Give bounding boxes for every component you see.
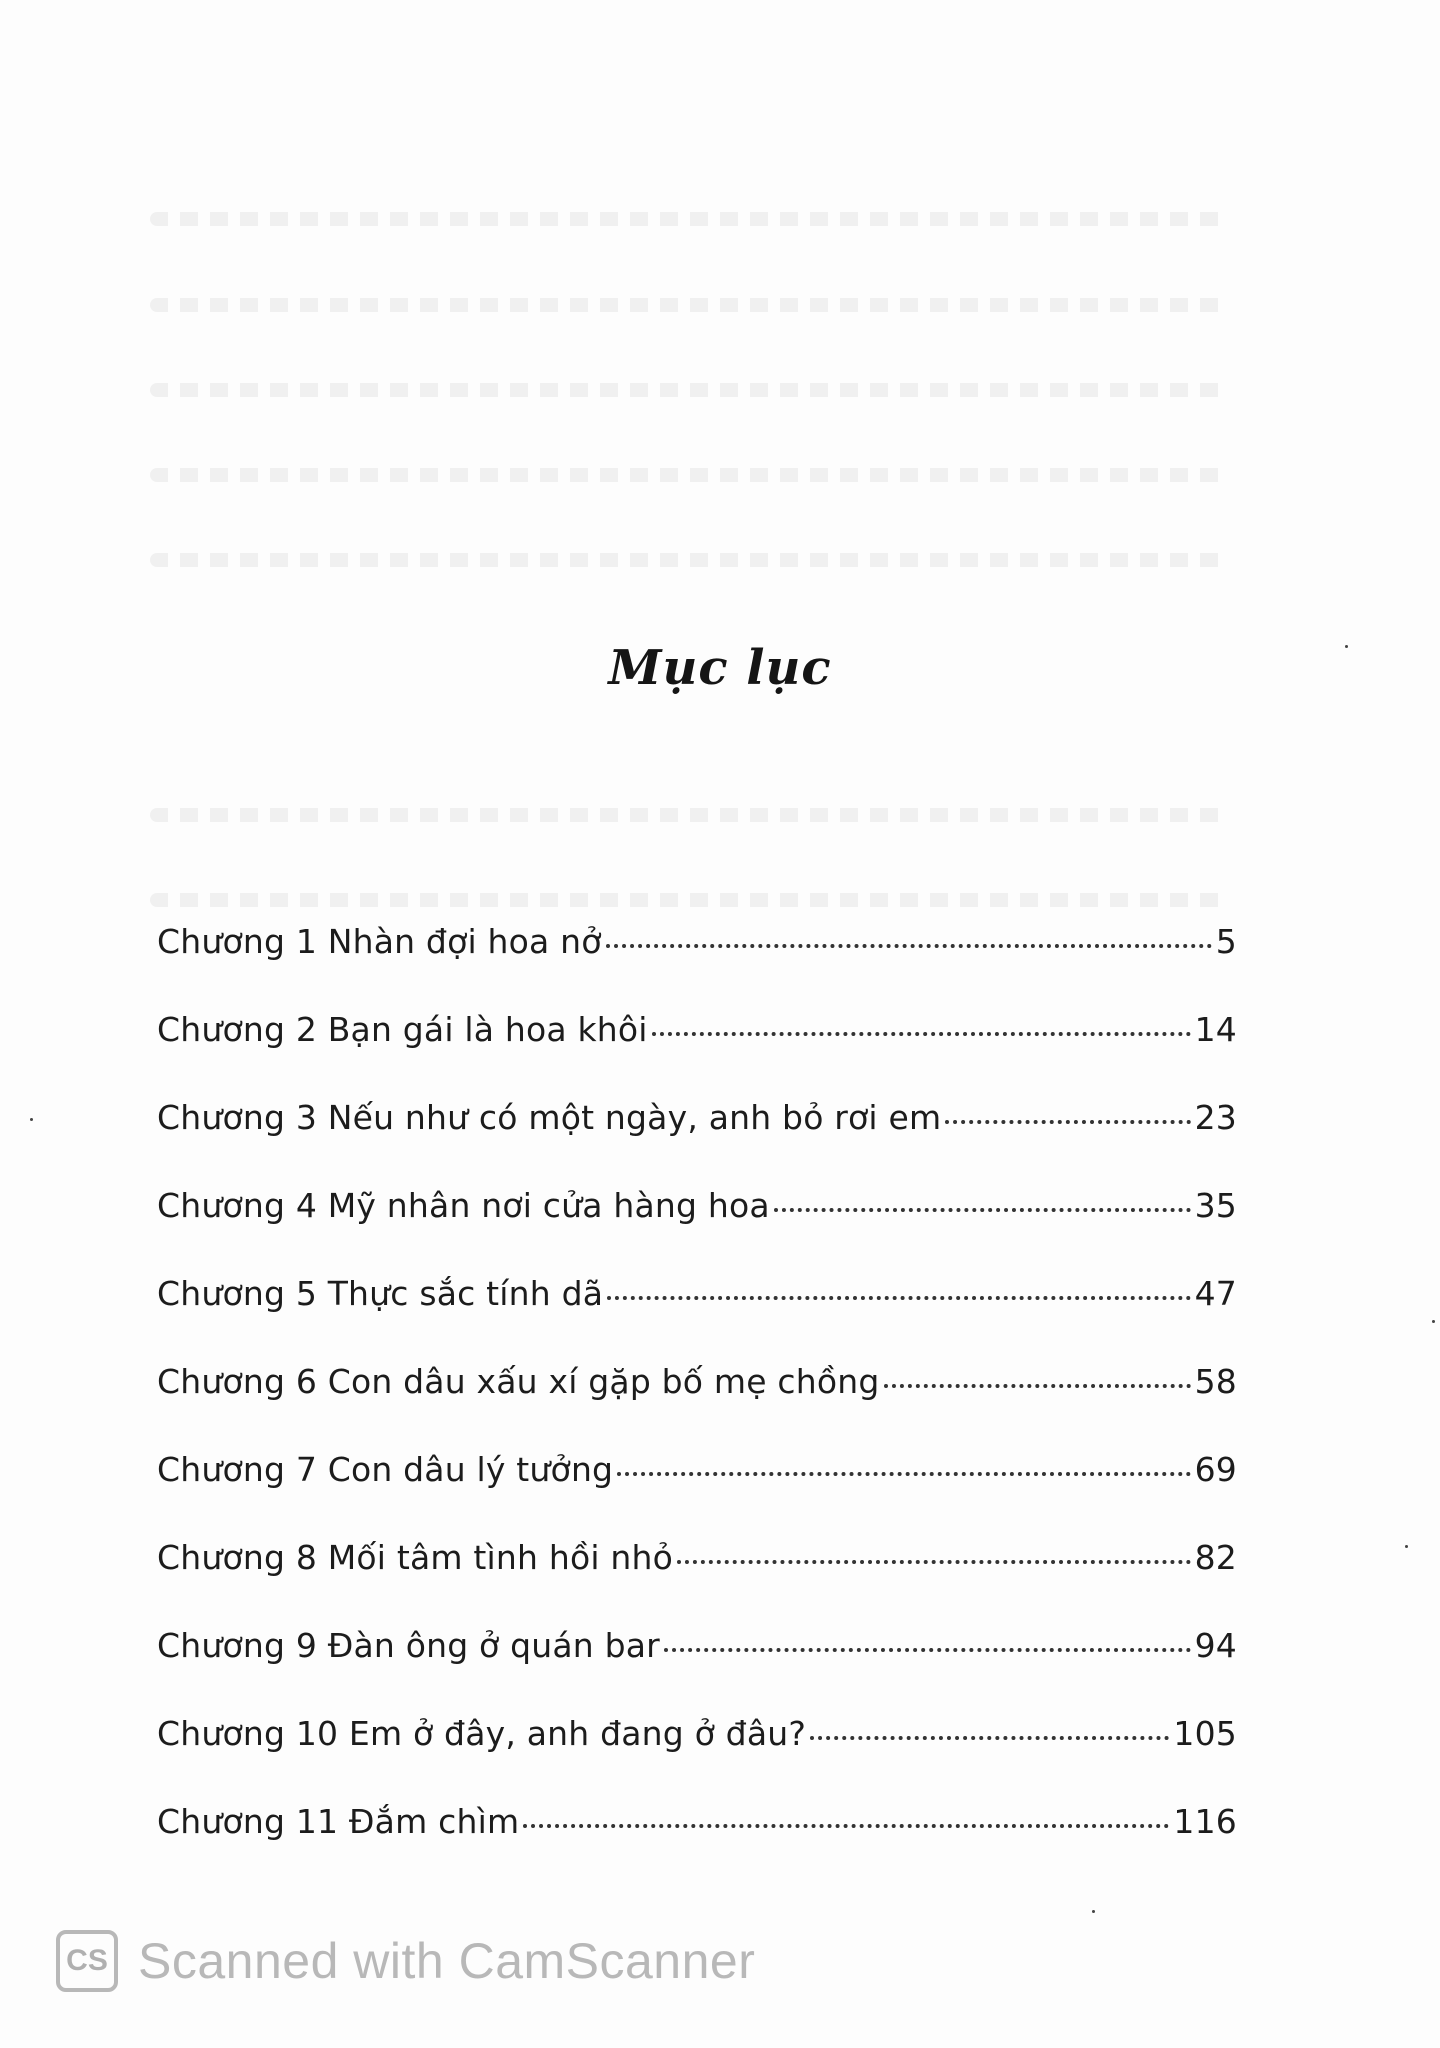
dot-leader: [774, 1208, 1191, 1212]
bleed-through-line: [150, 468, 1230, 482]
scanned-with-text: Scanned with CamScanner: [138, 1933, 756, 1989]
toc-entry-label: Chương 4 Mỹ nhân nơi cửa hàng hoa: [157, 1186, 770, 1225]
camscanner-logo-icon: CS: [56, 1930, 118, 1992]
bleed-through-line: [150, 383, 1230, 397]
scan-speck: [1345, 645, 1348, 648]
bleed-through-line: [150, 212, 1230, 226]
dot-leader: [607, 1296, 1190, 1300]
bleed-through-line: [150, 553, 1230, 567]
toc-entry-label: Chương 8 Mối tâm tình hồi nhỏ: [157, 1538, 674, 1577]
scan-speck: [30, 1118, 33, 1121]
scan-speck: [1405, 1545, 1408, 1548]
toc-entry: [157, 1714, 1237, 1802]
toc-entry: [157, 1450, 1237, 1538]
bleed-through-line: [150, 298, 1230, 312]
dot-leader: [945, 1120, 1190, 1124]
toc-entry-label: Chương 6 Con dâu xấu xí gặp bố mẹ chồng: [157, 1362, 880, 1401]
toc-entry: [157, 1098, 1237, 1186]
bleed-through-line: [150, 808, 1230, 822]
toc-entry: [157, 1010, 1237, 1098]
scan-speck: [1432, 1320, 1435, 1323]
toc-entry-label: Chương 2 Bạn gái là hoa khôi: [157, 1010, 648, 1049]
toc-entry-page: 58: [1194, 1362, 1237, 1401]
toc-entry: [157, 922, 1237, 1010]
dot-leader: [884, 1384, 1191, 1388]
dot-leader: [810, 1736, 1169, 1740]
dot-leader: [677, 1560, 1191, 1564]
toc-entry-page: 5: [1215, 922, 1237, 961]
table-of-contents: [157, 922, 1237, 1890]
toc-entry-page: 47: [1194, 1274, 1237, 1313]
toc-entry: [157, 1274, 1237, 1362]
toc-entry-page: 105: [1173, 1714, 1237, 1753]
bleed-through-line: [150, 893, 1230, 907]
dot-leader: [523, 1824, 1169, 1828]
dot-leader: [617, 1472, 1190, 1476]
dot-leader: [664, 1648, 1191, 1652]
toc-entry-label: Chương 3 Nếu như có một ngày, anh bỏ rơi em: [157, 1098, 942, 1137]
dot-leader: [606, 944, 1212, 948]
toc-entry-label: Chương 9 Đàn ông ở quán bar: [157, 1626, 660, 1665]
toc-entry-page: 23: [1194, 1098, 1237, 1137]
toc-entry-page: 82: [1194, 1538, 1237, 1577]
toc-entry-label: Chương 5 Thực sắc tính dã: [157, 1274, 604, 1313]
toc-entry: [157, 1362, 1237, 1450]
toc-entry: [157, 1626, 1237, 1714]
page-title: Mục lục: [608, 640, 832, 696]
toc-entry-label: Chương 7 Con dâu lý tưởng: [157, 1450, 614, 1489]
toc-entry-label: Chương 11 Đắm chìm: [157, 1802, 520, 1841]
toc-entry-page: 35: [1194, 1186, 1237, 1225]
scan-speck: [1092, 1910, 1095, 1913]
toc-entry-label: Chương 1 Nhàn đợi hoa nở: [157, 922, 602, 961]
toc-entry-page: 69: [1194, 1450, 1237, 1489]
dot-leader: [652, 1032, 1191, 1036]
toc-entry: [157, 1186, 1237, 1274]
camscanner-watermark: [56, 1930, 755, 1992]
toc-entry-page: 94: [1194, 1626, 1237, 1665]
toc-entry-page: 116: [1173, 1802, 1237, 1841]
toc-entry: [157, 1802, 1237, 1890]
toc-entry: [157, 1538, 1237, 1626]
toc-entry-page: 14: [1194, 1010, 1237, 1049]
toc-entry-label: Chương 10 Em ở đây, anh đang ở đâu?: [157, 1714, 807, 1753]
